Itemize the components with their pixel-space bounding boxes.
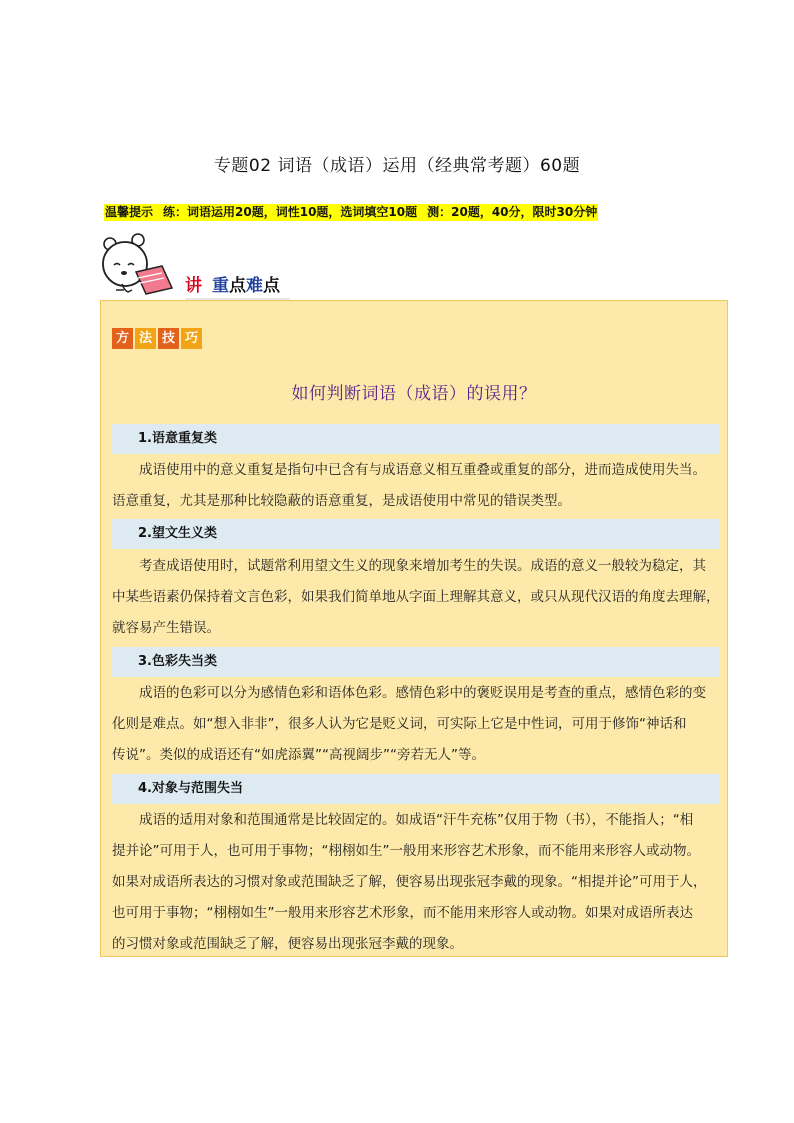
method-tag: 巧 xyxy=(181,328,202,349)
paragraph-line: 语意重复，尤其是那种比较隐蔽的语意重复，是成语使用中常见的错误类型。 xyxy=(112,493,571,509)
section-part3: 难 xyxy=(246,276,263,296)
paragraph xyxy=(112,551,721,644)
paragraph-line: 提并论”可用于人，也可用于事物；“栩栩如生”一般用来形容艺术形象，而不能用来形容人或动物。 xyxy=(112,843,700,859)
paragraph-line: 考查成语使用时，试题常利用望文生义的现象来增加考生的失误。成语的意义一般较为稳定，其 xyxy=(139,558,706,574)
tip-bar xyxy=(104,204,598,221)
paragraph-line: 中某些语素仍保持着文言色彩，如果我们简单地从字面上理解其意义，或只从现代汉语的角度去理解， xyxy=(112,589,720,605)
sub-heading: 3.色彩失当类 xyxy=(112,647,719,677)
section-label xyxy=(185,274,290,300)
method-tag: 方 xyxy=(112,328,133,349)
paragraph xyxy=(112,678,721,771)
paragraph-line: 就容易产生错误。 xyxy=(112,620,220,636)
tip-test: 测：20题，40分，限时30分钟 xyxy=(427,205,598,219)
paragraph xyxy=(112,455,721,517)
method-tag: 技 xyxy=(158,328,179,349)
sub-heading: 1.语意重复类 xyxy=(112,424,719,454)
bear-reading-book-icon xyxy=(100,232,180,298)
paragraph-line: 成语的适用对象和范围通常是比较固定的。如成语“汗牛充栋”仅用于物（书），不能指人；“相 xyxy=(139,812,694,828)
section-prefix: 讲 xyxy=(185,276,202,296)
paragraph-line: 化则是难点。如“想入非非”，很多人认为它是贬义词，可实际上它是中性词，可用于修饰“神话和 xyxy=(112,716,687,732)
method-panel xyxy=(100,300,728,957)
paragraph-line: 的习惯对象或范围缺乏了解，便容易出现张冠李戴的现象。 xyxy=(112,936,463,952)
paragraph-line: 成语的色彩可以分为感情色彩和语体色彩。感情色彩中的褒贬误用是考查的重点，感情色彩的变 xyxy=(139,685,706,701)
method-tag: 法 xyxy=(135,328,156,349)
sub-heading: 4.对象与范围失当 xyxy=(112,774,719,804)
section-part4: 点 xyxy=(263,276,280,296)
section-part2: 点 xyxy=(229,276,246,296)
tip-label: 温馨提示 xyxy=(105,205,154,219)
panel-heading: 如何判断词语（成语）的误用？ xyxy=(291,384,537,404)
paragraph-line: 如果对成语所表达的习惯对象或范围缺乏了解，便容易出现张冠李戴的现象。“相提并论”可用于人， xyxy=(112,874,707,890)
sub-heading: 2.望文生义类 xyxy=(112,519,719,549)
paragraph xyxy=(112,805,721,960)
paragraph-line: 也可用于事物；“栩栩如生”一般用来形容艺术形象，而不能用来形容人或动物。如果对成语所表达 xyxy=(112,905,693,921)
paragraph-line: 传说”。类似的成语还有“如虎添翼”“高视阔步”“旁若无人”等。 xyxy=(112,747,485,763)
section-part1: 重 xyxy=(212,276,229,296)
page-title: 专题02 词语（成语）运用（经典常考题）60题 xyxy=(213,156,581,176)
tip-practice: 练：词语运用20题，词性10题，选词填空10题 xyxy=(163,205,418,219)
paragraph-line: 成语使用中的意义重复是指句中已含有与成语意义相互重叠或重复的部分，进而造成使用失当。 xyxy=(139,462,706,478)
method-tags xyxy=(112,328,202,349)
